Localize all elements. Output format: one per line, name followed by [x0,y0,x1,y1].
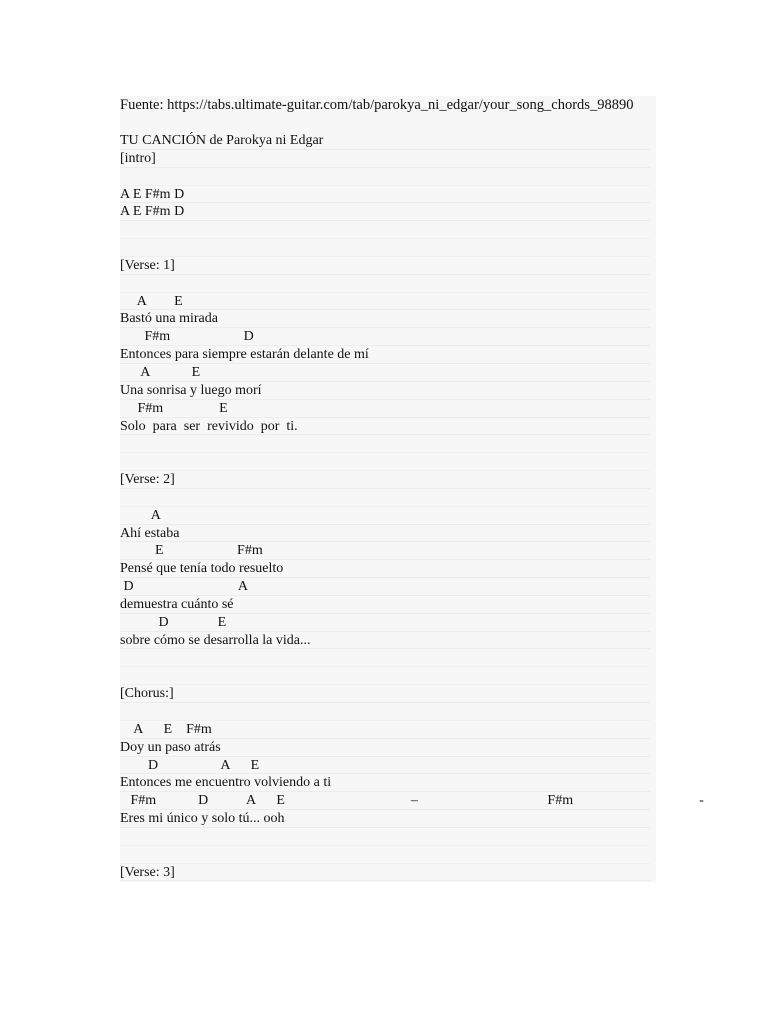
chord-line: D A [120,578,740,596]
lyric-line: Ahí estaba [120,525,740,543]
lyric-line: Entonces me encuentro volviendo a ti [120,774,740,792]
blank-line [120,275,740,293]
section-label: [Verse: 2] [120,471,740,489]
chord-line: F#m E [120,400,740,418]
blank-line [120,168,740,186]
lyric-line: Solo para ser revivido por ti. [120,418,740,436]
song-title: TU CANCIÓN de Parokya ni Edgar [120,132,740,150]
section-label: [Verse: 3] [120,864,740,882]
section-label: [intro] [120,150,740,168]
blank-line [120,453,740,471]
chord-line: A E F#m D [120,203,740,221]
lyric-line: Entonces para siempre estarán delante de mí [120,346,740,364]
blank-line [120,435,740,453]
lyric-line: Pensé que tenía todo resuelto [120,560,740,578]
blank-line [120,667,740,685]
chord-line: A E F#m D [120,186,740,204]
chord-line: F#m D A E – F#m - [120,792,740,810]
chord-line: D A E [120,757,740,775]
source-line: Fuente: https://tabs.ultimate-guitar.com/tab/parokya_ni_edgar/your_song_chords_98890 [120,97,634,113]
lyric-line: Eres mi único y solo tú... ooh [120,810,740,828]
blank-line [120,489,740,507]
chord-line: A [120,507,740,525]
blank-line [120,703,740,721]
chord-line: D E [120,614,740,632]
lyric-line: Doy un paso atrás [120,739,740,757]
lyric-line: Bastó una mirada [120,310,740,328]
blank-line [120,828,740,846]
blank-line [120,239,740,257]
section-label: [Chorus:] [120,685,740,703]
chord-line: A E [120,364,740,382]
blank-line [120,649,740,667]
lyric-line: Una sonrisa y luego morí [120,382,740,400]
chord-line: F#m D [120,328,740,346]
section-label: [Verse: 1] [120,257,740,275]
lyric-line: demuestra cuánto sé [120,596,740,614]
blank-line [120,221,740,239]
lyrics-body [120,132,740,881]
blank-line [120,846,740,864]
chord-line: E F#m [120,542,740,560]
lyric-line: sobre cómo se desarrolla la vida... [120,632,740,650]
chord-line: A E [120,293,740,311]
chord-line: A E F#m [120,721,740,739]
